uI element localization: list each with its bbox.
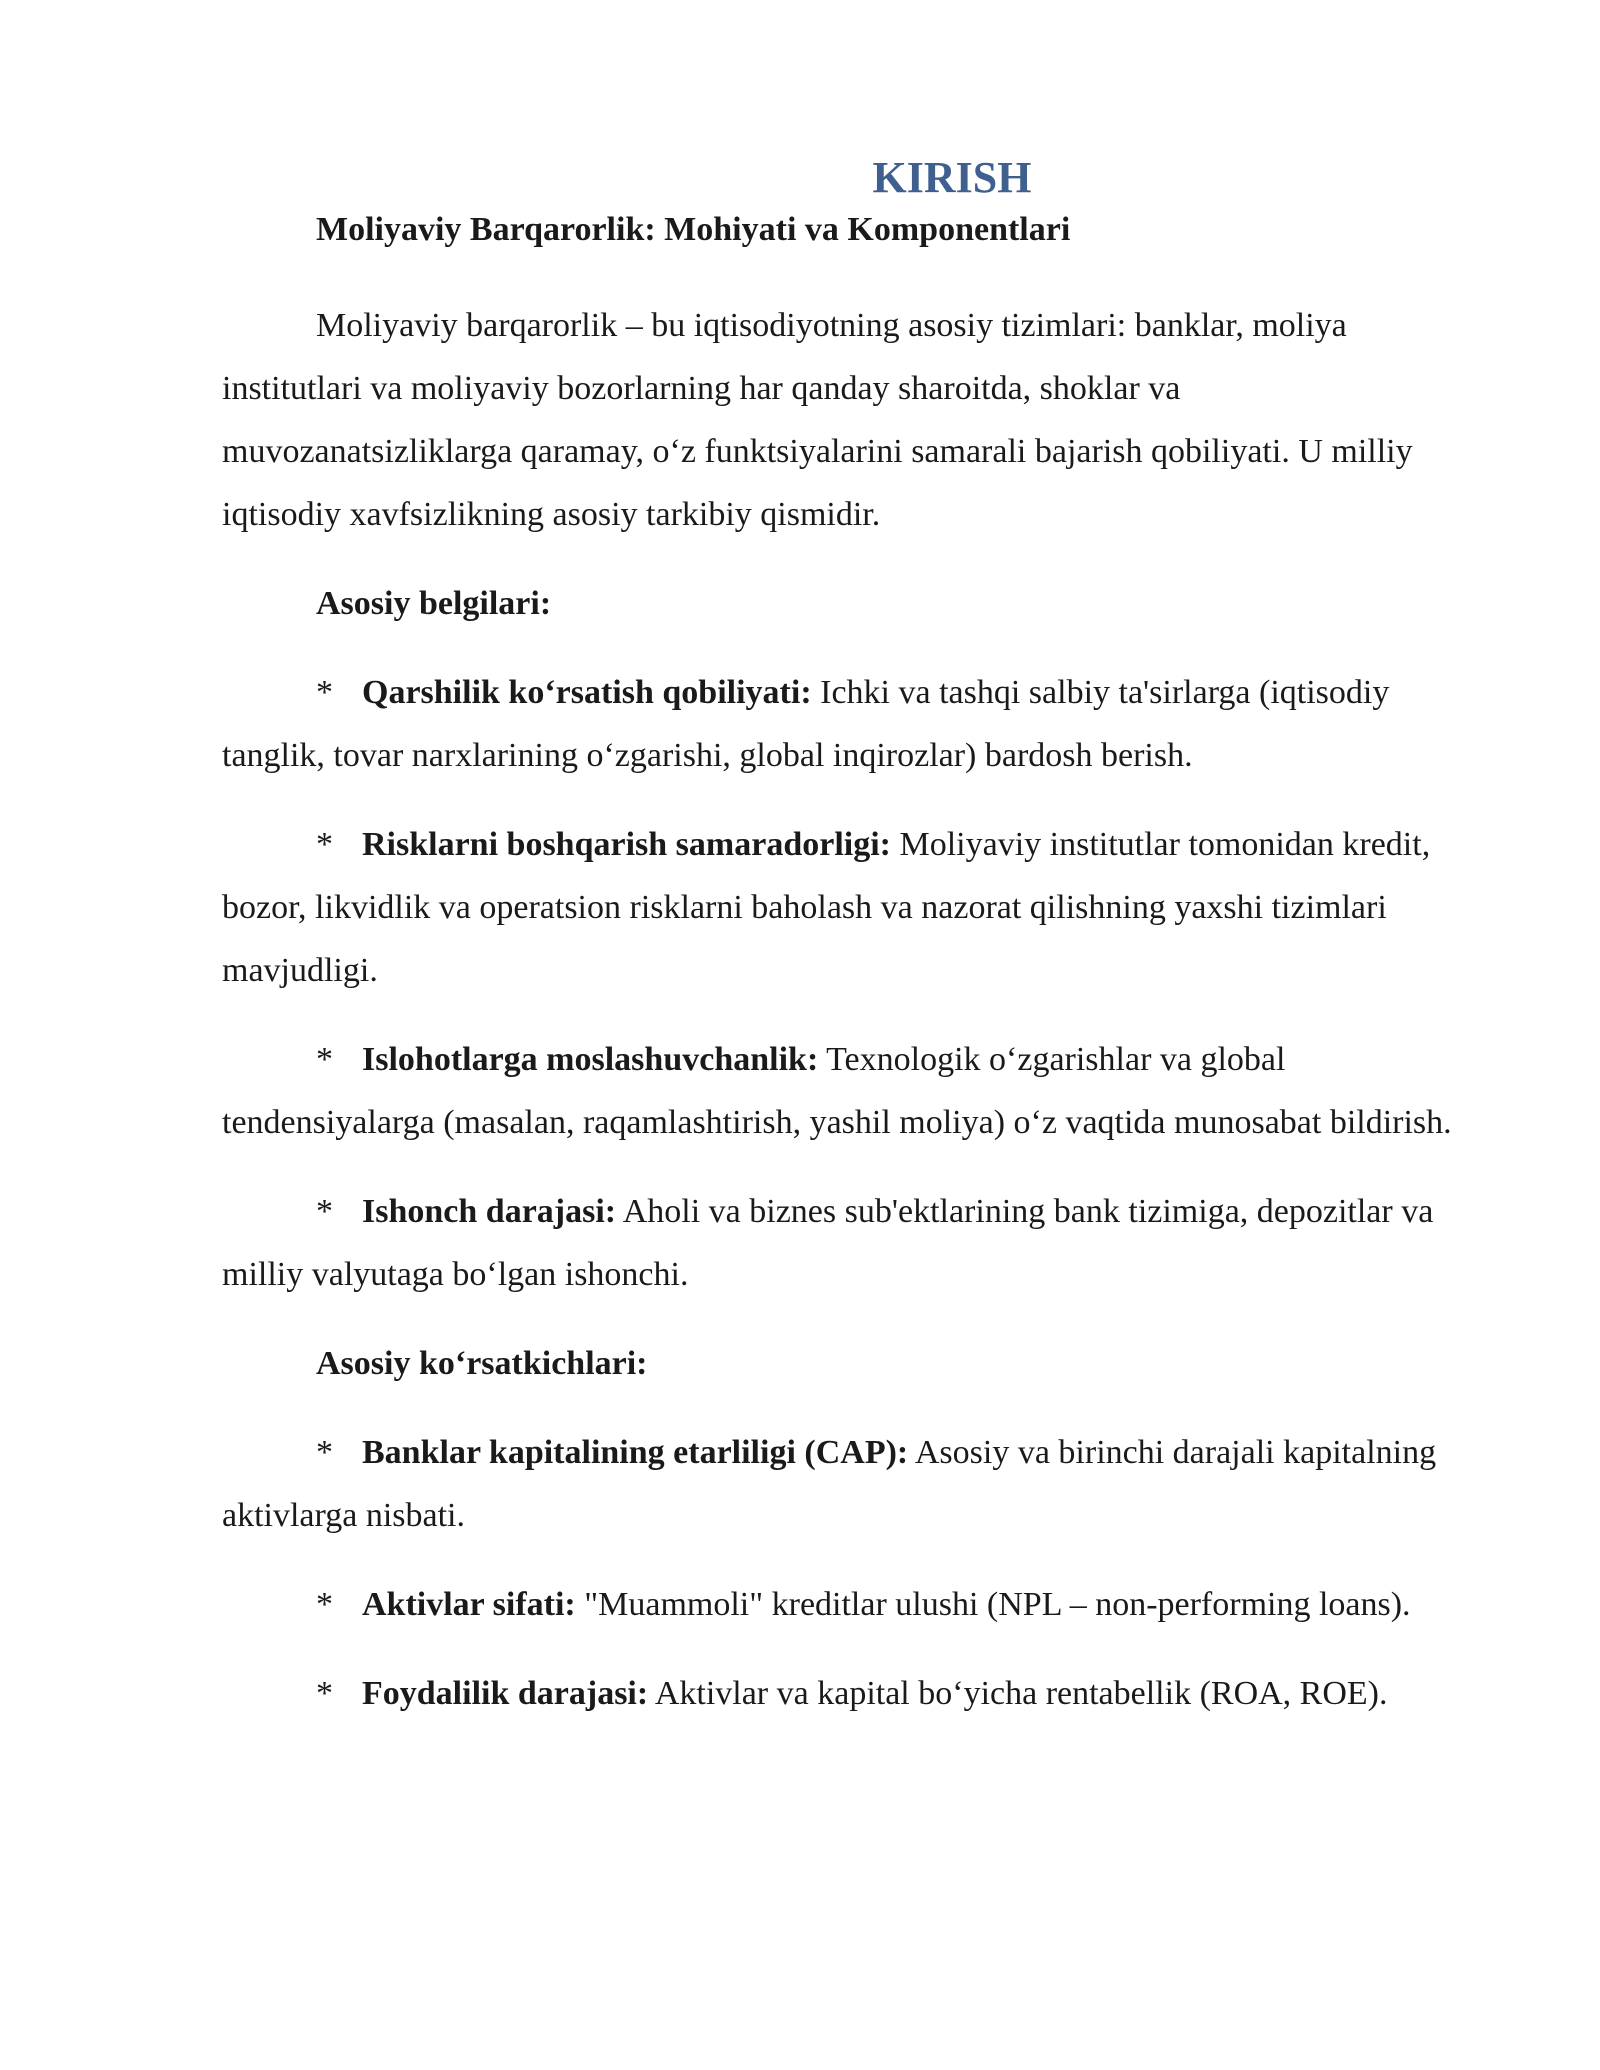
- list-item-text: Ichki va tashqi salbiy ta'sirlarga (iqtisodiy tanglik, tovar narxlarining o‘zgarishi, global inqirozlar) bardosh berish.: [222, 674, 1390, 774]
- intro-paragraph: Moliyaviy barqarorlik – bu iqtisodiyotning asosiy tizimlari: banklar, moliya institutlari va moliyaviy bozorlarning har qanday sharoitda, shoklar va muvozanatsizliklarga qaramay, o‘z funktsiyalarini samarali bajarish qobiliyati. U milliy iqtisodiy xavfsizlikning asosiy tarkibiy qismidir.: [222, 307, 1413, 533]
- list-item: [222, 1028, 1478, 1154]
- list-item: [222, 661, 1478, 787]
- page-title: KIRISH: [872, 153, 1032, 202]
- list-item-term: Risklarni boshqarish samaradorligi:: [362, 826, 891, 863]
- list-item: [222, 813, 1478, 1002]
- list-item-term: Aktivlar sifati:: [362, 1586, 576, 1623]
- list-item-text: Aktivlar va kapital bo‘yicha rentabellik (ROA, ROE).: [648, 1675, 1388, 1712]
- list-item-term: Qarshilik ko‘rsatish qobiliyati:: [362, 674, 812, 711]
- bullet-marker: *: [316, 674, 333, 711]
- list-item-term: Banklar kapitalining etarliligi (CAP):: [362, 1434, 909, 1471]
- list-item-term: Islohotlarga moslashuvchanlik:: [362, 1041, 819, 1078]
- list-item-text: Texnologik o‘zgarishlar va global tendensiyalarga (masalan, raqamlashtirish, yashil moliya) o‘z vaqtida munosabat bildirish.: [222, 1041, 1452, 1141]
- list-item-term: Foydalilik darajasi:: [362, 1675, 649, 1712]
- bullet-marker: *: [316, 1041, 333, 1078]
- list-item-text: Asosiy va birinchi darajali kapitalning aktivlarga nisbati.: [222, 1434, 1437, 1534]
- section-subtitle: Moliyaviy Barqarorlik: Mohiyati va Komponentlari: [316, 211, 1071, 248]
- list-item: [222, 1421, 1478, 1547]
- list-item-text: "Muammoli" kreditlar ulushi (NPL – non-performing loans).: [575, 1586, 1411, 1623]
- list-item: [222, 1662, 1478, 1725]
- list-item: [222, 1180, 1478, 1306]
- list-item: [222, 1573, 1478, 1636]
- bullet-marker: *: [316, 826, 333, 863]
- bullet-marker: *: [316, 1193, 333, 1230]
- document-page: [222, 150, 1478, 1725]
- section-heading-indicators: Asosiy ko‘rsatkichlari:: [316, 1345, 648, 1382]
- bullet-marker: *: [316, 1434, 333, 1471]
- list-item-term: Ishonch darajasi:: [362, 1193, 617, 1230]
- bullet-marker: *: [316, 1675, 333, 1712]
- bullet-marker: *: [316, 1586, 333, 1623]
- section-heading-features: Asosiy belgilari:: [316, 585, 552, 622]
- list-item-text: Aholi va biznes sub'ektlarining bank tizimiga, depozitlar va milliy valyutaga bo‘lgan ishonchi.: [222, 1193, 1434, 1293]
- list-item-text: Moliyaviy institutlar tomonidan kredit, bozor, likvidlik va operatsion risklarni baholash va nazorat qilishning yaxshi tizimlari mavjudligi.: [222, 826, 1431, 989]
